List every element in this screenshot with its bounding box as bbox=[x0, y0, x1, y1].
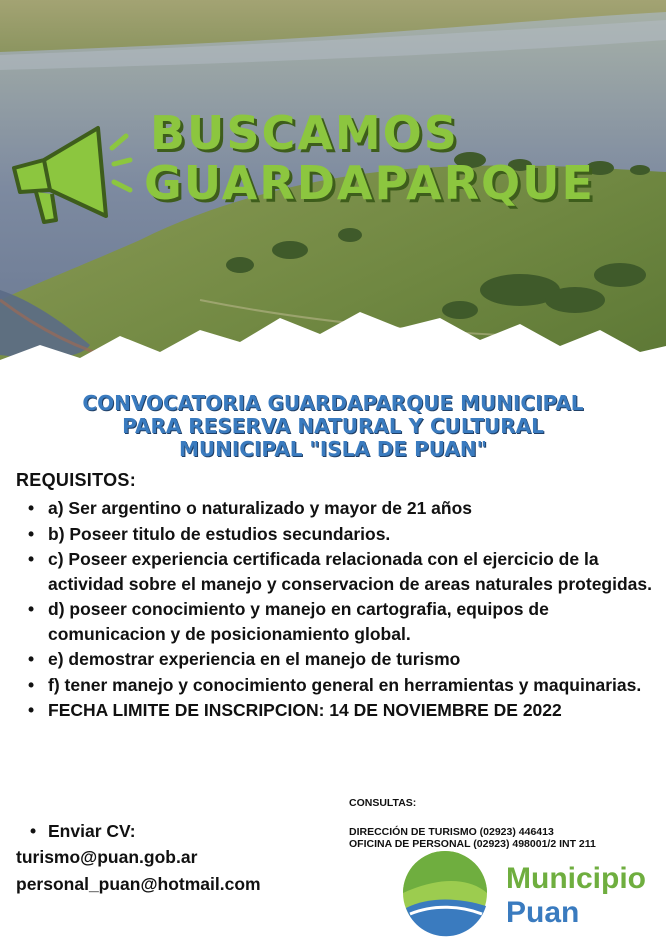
email-turismo-link[interactable]: turismo@puan.gob.ar bbox=[16, 847, 198, 867]
requisitos-heading: REQUISITOS: bbox=[16, 470, 136, 490]
consultas-lines bbox=[349, 826, 659, 850]
requisitos-list bbox=[28, 496, 658, 724]
logo-name-municipio: Municipio bbox=[506, 862, 646, 895]
cv-label: • Enviar CV: bbox=[16, 818, 346, 844]
requisito-item: • b) Poseer titulo de estudios secundarios. bbox=[28, 522, 658, 547]
consultas-turismo: DIRECCIÓN DE TURISMO (02923) 446413 bbox=[349, 826, 554, 838]
consultas-label: CONSULTAS: bbox=[349, 797, 417, 809]
headline-line-1: BUSCAMOS bbox=[150, 106, 459, 160]
consultas-personal: OFICINA DE PERSONAL (02923) 498001/2 INT 211 bbox=[349, 838, 596, 850]
headline bbox=[144, 106, 595, 210]
municipio-logo bbox=[400, 848, 660, 938]
headline-line-2: GUARDAPARQUE bbox=[144, 156, 595, 210]
requisito-item: • e) demostrar experiencia en el manejo de turismo bbox=[28, 647, 658, 672]
subtitle-line-3: MUNICIPAL "ISLA DE PUAN" bbox=[178, 437, 488, 461]
email-personal-link[interactable]: personal_puan@hotmail.com bbox=[16, 874, 261, 894]
subtitle-line-1: CONVOCATORIA GUARDAPARQUE MUNICIPAL bbox=[82, 391, 584, 415]
requisito-item: • d) poseer conocimiento y manejo en cartografia, equipos de comunicacion y de posicionamiento global. bbox=[28, 597, 658, 646]
megaphone-icon bbox=[6, 120, 136, 230]
logo-name-puan: Puan bbox=[506, 896, 580, 929]
subtitle bbox=[0, 392, 666, 461]
requisito-item: • f) tener manejo y conocimiento general en herramientas y maquinarias. bbox=[28, 673, 658, 698]
consultas-block bbox=[349, 797, 659, 850]
subtitle-line-2: PARA RESERVA NATURAL Y CULTURAL bbox=[122, 414, 544, 438]
municipio-logo-mark bbox=[400, 848, 490, 938]
deadline-item: • FECHA LIMITE DE INSCRIPCION: 14 DE NOVIEMBRE DE 2022 bbox=[28, 698, 658, 723]
requisito-item: • a) Ser argentino o naturalizado y mayor de 21 años bbox=[28, 496, 658, 521]
cv-block bbox=[16, 818, 346, 898]
requisito-item: • c) Poseer experiencia certificada relacionada con el ejercicio de la actividad sobre el manejo y conservacion de areas naturales protegidas. bbox=[28, 547, 658, 596]
